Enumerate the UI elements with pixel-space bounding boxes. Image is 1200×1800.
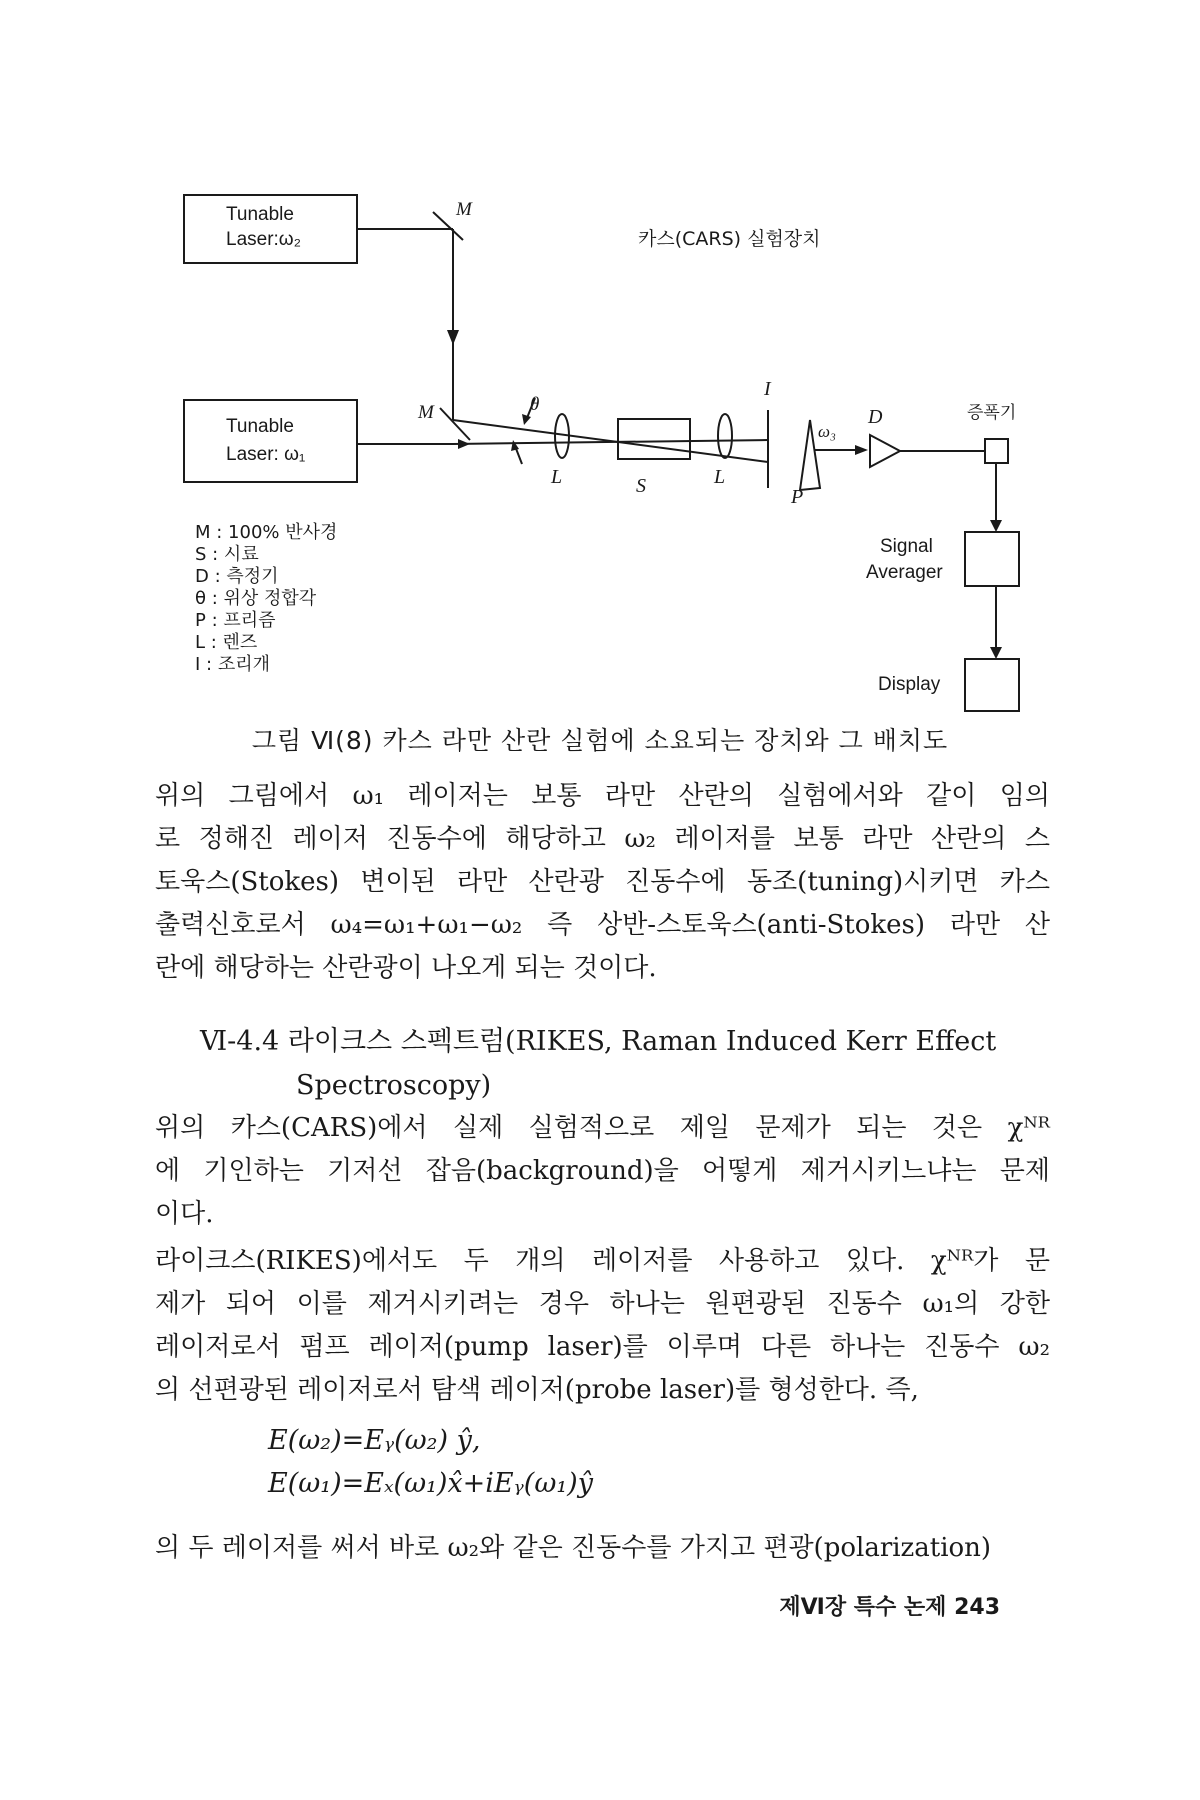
label-theta: θ xyxy=(530,394,540,415)
label-display: Display xyxy=(878,674,941,695)
laser-omega1-box xyxy=(184,400,357,482)
paragraph-3-line: 제가 되어 이를 제거시키려는 경우 하나는 원편광된 진동수 ω₁의 강한 xyxy=(155,1289,1050,1319)
paragraph-3-line: 레이저로서 펌프 레이저(pump laser)를 이루며 다른 하나는 진동수 ω₂ xyxy=(155,1332,1050,1362)
lens-2 xyxy=(718,414,732,458)
paragraph-2-line: 위의 카스(CARS)에서 실제 실험적으로 제일 문제가 되는 것은 χᴺᴿ xyxy=(155,1113,1050,1143)
label-detector: D xyxy=(868,406,883,428)
averager-line2: Averager xyxy=(866,562,943,583)
section-heading-line1: Ⅵ-4.4 라이크스 스펙트럼(RIKES, Raman Induced Kerr Effect xyxy=(200,1026,997,1057)
signal-averager-box xyxy=(965,532,1019,586)
section-heading xyxy=(200,1020,1060,1108)
paragraph-3-line: 의 선편광된 레이저로서 탐색 레이저(probe laser)를 형성한다. 즉, xyxy=(155,1375,919,1405)
legend-item: θ : 위상 정합각 xyxy=(195,588,317,609)
averager-line1: Signal xyxy=(880,536,933,557)
paragraph-4-line: 의 두 레이저를 써서 바로 ω₂와 같은 진동수를 가지고 편광(polarization) xyxy=(155,1533,992,1563)
legend-item: P : 프리즘 xyxy=(195,610,276,631)
laser1-line2: Laser: ω₁ xyxy=(226,444,306,465)
laser2-line1: Tunable xyxy=(226,204,294,225)
paragraph-1-line: 로 정해진 레이저 진동수에 해당하고 ω₂ 레이저를 보통 라만 산란의 스 xyxy=(155,824,1050,854)
equation-2: E(ω₁)=Eₓ(ω₁)x̂+iEᵧ(ω₁)ŷ xyxy=(268,1468,593,1499)
equation-1: E(ω₂)=Eᵧ(ω₂) ŷ, xyxy=(268,1425,481,1456)
diagram-title: 카스(CARS) 실험장치 xyxy=(638,228,821,250)
paragraph-2-line: 에 기인하는 기저선 잡음(background)을 어떻게 제거시키느냐는 문제 xyxy=(155,1156,1050,1186)
legend-item: M : 100% 반사경 xyxy=(195,522,338,543)
label-m-mid: M xyxy=(418,402,434,423)
prism xyxy=(800,420,820,490)
paragraph-2-line: 이다. xyxy=(155,1199,214,1229)
page-footer: 제Ⅵ장 특수 논제 243 xyxy=(779,1595,1000,1620)
label-m-top: M xyxy=(456,199,472,220)
paragraph-1-line: 토욱스(Stokes) 변이된 라만 산란광 진동수에 동조(tuning)시키면 카스 xyxy=(155,867,1050,897)
label-prism: P xyxy=(791,486,804,508)
paragraph-1-line: 란에 해당하는 산란광이 나오게 되는 것이다. xyxy=(155,953,657,983)
section-heading-line2: Spectroscopy) xyxy=(296,1070,492,1101)
label-aperture: I xyxy=(764,378,771,400)
legend-item: S : 시료 xyxy=(195,544,259,565)
cars-apparatus-diagram xyxy=(0,0,1200,720)
label-lens-2: L xyxy=(714,466,726,488)
sample-box xyxy=(618,419,690,459)
label-omega3: ω₃ xyxy=(818,422,836,441)
display-box xyxy=(965,659,1019,711)
detector xyxy=(870,435,900,467)
label-sample: S xyxy=(636,475,646,497)
paragraph-1-line: 위의 그림에서 ω₁ 레이저는 보통 라만 산란의 실험에서와 같이 임의 xyxy=(155,781,1050,811)
label-lens-1: L xyxy=(551,466,563,488)
laser2-line2: Laser:ω₂ xyxy=(226,229,302,250)
laser1-line1: Tunable xyxy=(226,416,294,437)
legend xyxy=(195,522,337,675)
amplifier-box xyxy=(985,439,1008,463)
paragraph-1-line: 출력신호로서 ω₄=ω₁+ω₁−ω₂ 즉 상반-스토욱스(anti-Stokes) 라만 산 xyxy=(155,910,1050,940)
figure-caption: 그림 Ⅵ(8) 카스 라만 산란 실험에 소요되는 장치와 그 배치도 xyxy=(251,726,949,755)
paragraph-3-line: 라이크스(RIKES)에서도 두 개의 레이저를 사용하고 있다. χᴺᴿ가 문 xyxy=(155,1246,1050,1276)
legend-item: D : 측정기 xyxy=(195,566,279,587)
legend-item: L : 렌즈 xyxy=(195,632,258,653)
label-amplifier: 증폭기 xyxy=(967,403,1017,423)
legend-item: I : 조리개 xyxy=(195,654,270,675)
